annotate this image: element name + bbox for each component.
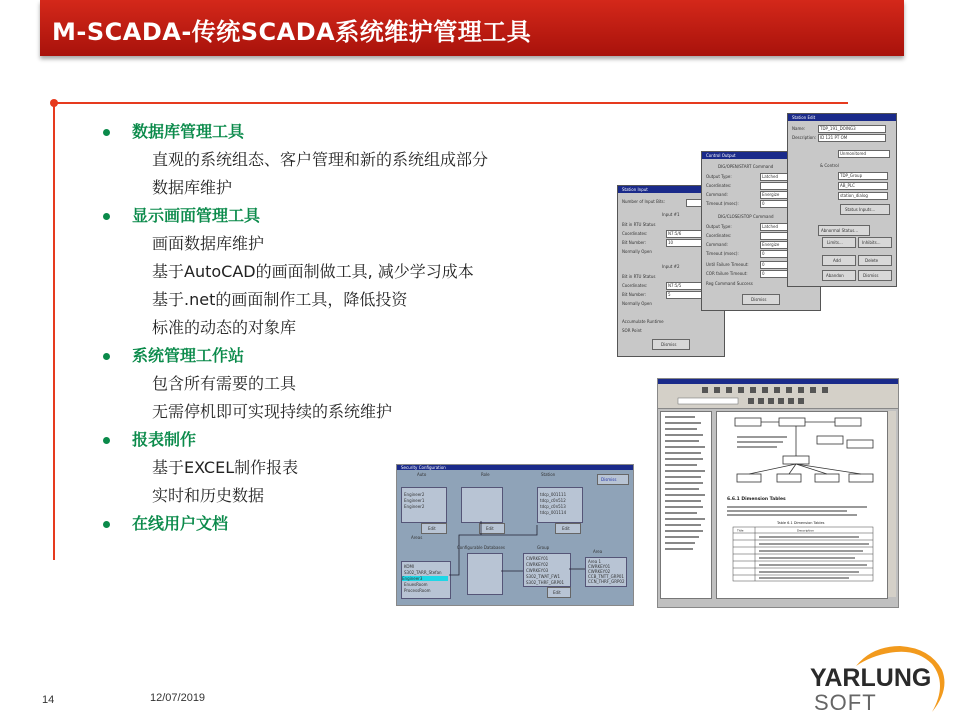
label: Coordinates: <box>622 231 648 236</box>
col-role: Role <box>481 472 490 477</box>
status-select[interactable]: station_dialog <box>838 192 888 200</box>
bullet-admin-workstation: 系统管理工作站 <box>100 342 488 370</box>
plc-select[interactable]: AB_PLC <box>838 182 888 190</box>
command-select[interactable]: Energize <box>760 241 806 249</box>
edit-button[interactable]: Edit <box>479 523 505 534</box>
inhibits-button[interactable]: Inhibits... <box>858 237 892 248</box>
sub-bullet: 包含所有需要的工具 <box>152 374 297 393</box>
label: Coordinates: <box>622 283 648 288</box>
col-description-header: Description <box>797 528 815 533</box>
auto-list[interactable]: Engineer2 Engineer1 Engineer2 <box>401 487 447 523</box>
window-titlebar <box>788 114 896 121</box>
label: Command: <box>706 242 728 247</box>
window-titlebar: Security Configuration <box>397 465 633 470</box>
scrollbar[interactable] <box>888 411 896 597</box>
bullet-database-tool: 数据库管理工具 <box>100 118 488 146</box>
accent-line-dot <box>50 99 58 107</box>
label: Timeout (msec): <box>706 201 739 206</box>
checkbox-label: Normally Open <box>622 301 652 306</box>
delete-button[interactable]: Delete <box>858 255 892 266</box>
label: Bit Number: <box>622 240 647 245</box>
failure-timeout-field[interactable]: 0 <box>760 261 806 269</box>
coordinates-field[interactable]: N7:5/6 <box>666 230 704 238</box>
station-edit-dialog <box>787 113 897 287</box>
col-station: Station <box>541 472 556 477</box>
monitor-select[interactable]: Unmonitored <box>838 150 890 158</box>
bullet-display-tool: 显示画面管理工具 <box>100 202 488 230</box>
label: Output Type: <box>706 224 732 229</box>
label: COR failure Timeout: <box>706 271 748 276</box>
sub-bullet: 基于EXCEL制作报表 <box>152 458 299 477</box>
bullet-dot <box>103 213 110 220</box>
logo-text-bottom: SOFT <box>814 690 877 715</box>
accent-horizontal-line <box>54 102 848 104</box>
connector-lines <box>397 465 633 605</box>
sub-bullet: 标准的动态的对象库 <box>152 318 297 337</box>
limits-button[interactable]: Limits... <box>822 237 856 248</box>
add-button[interactable]: Add <box>822 255 856 266</box>
bullet-online-docs: 在线用户文档 <box>100 510 488 538</box>
dismiss-button[interactable]: Dismiss <box>858 270 892 281</box>
lbl-area: Area <box>593 549 603 554</box>
window-title: Station Input <box>622 187 648 192</box>
label: Description: <box>792 135 817 140</box>
slide-date: 12/07/2019 <box>150 692 206 704</box>
bookmark-tree <box>661 412 711 598</box>
accent-vertical-line <box>53 102 55 560</box>
cor-timeout-field[interactable]: 0 <box>760 270 806 278</box>
timeout-field[interactable]: 0 <box>760 250 806 258</box>
label: Output Type: <box>706 174 732 179</box>
label: Until Failure Timeout: <box>706 262 749 267</box>
checkbox-label: SOR Point <box>622 328 642 333</box>
document-page <box>716 411 888 599</box>
edit-button[interactable]: Edit <box>421 523 447 534</box>
bookmarks-panel <box>660 411 712 599</box>
sub-bullet: 基于.net的画面制作工具，降低投资 <box>152 290 408 309</box>
area-list[interactable]: Area 1 CWRKEY01 CWRKEY02 CCB_TNTT_GRP01 CCN_THRF_GRP02 <box>585 557 627 587</box>
doc-viewer-screenshot <box>657 378 899 608</box>
bit-number-field[interactable]: 10 <box>666 239 704 247</box>
window-title: Station Edit <box>792 115 816 120</box>
group-heading: DIG/OPEN/START Command <box>718 164 774 169</box>
station-list[interactable]: tdcp_001111 tdcp_c0n512 tdcp_c0n513 tdcp_001114 <box>537 487 583 523</box>
checkbox-label: Bit in RTU Status <box>622 274 656 279</box>
lbl-group: Group <box>537 545 550 550</box>
group-select[interactable]: TDP_Group <box>838 172 888 180</box>
label: Name: <box>792 126 806 131</box>
bullet-dot <box>103 521 110 528</box>
bullet-dot <box>103 353 110 360</box>
sub-bullet: 基于AutoCAD的画面制做工具, 减少学习成本 <box>152 262 474 281</box>
checkbox-label: Accumulate Runtime <box>622 319 664 324</box>
dismiss-button[interactable]: Dismiss <box>652 339 690 350</box>
table-title: Table 6.1 Dimension Tables <box>777 521 825 525</box>
window-title: Control Output <box>706 153 736 158</box>
sub-bullet: 画面数据库维护 <box>152 234 265 253</box>
dismiss-button[interactable]: Dismiss <box>597 474 629 485</box>
sub-bullet: 直观的系统组态、客户管理和新的系统组成部分 <box>152 150 489 169</box>
output-type-select[interactable]: Latched <box>760 173 806 181</box>
coordinates-field[interactable]: N7:5/5 <box>666 282 704 290</box>
dialogs-screenshot <box>617 113 897 357</box>
group-list[interactable]: CWRKEY01 CWRKEY02 CWRKEY03 S302_TWAT_FW1 S302_THRF_GRP01 <box>523 553 571 587</box>
name-field[interactable]: TDP_191_DOING3 <box>818 125 886 133</box>
description-field[interactable]: ID 121 PT OM <box>818 134 886 142</box>
command-select[interactable]: Energize <box>760 191 806 199</box>
label: Coordinates: <box>706 183 732 188</box>
output-type-select[interactable]: Latched <box>760 223 806 231</box>
logo-text-top: YARLUNG <box>810 664 932 692</box>
abandon-button[interactable]: Abandon <box>822 270 856 281</box>
group-heading: Input #2 <box>662 264 680 269</box>
edit-button[interactable]: Edit <box>547 587 571 598</box>
col-title-header: Title <box>737 528 744 533</box>
bullet-dot <box>103 437 110 444</box>
input-bits-field[interactable] <box>686 199 702 207</box>
dismiss-button[interactable]: Dismiss <box>742 294 780 305</box>
page-number: 14 <box>42 694 55 706</box>
edit-button[interactable]: Edit <box>555 523 581 534</box>
bullet-dot <box>103 129 110 136</box>
bullet-reporting: 报表制作 <box>100 426 488 454</box>
checkbox-label: Normally Open <box>622 249 652 254</box>
areas-list[interactable]: KOMI S302_TARR_Stefan Engineer3 EnuesRoom ProcessRoom <box>401 561 451 599</box>
checkbox-label: Reg Command Success <box>706 281 753 286</box>
bit-number-field[interactable]: 5 <box>666 291 704 299</box>
label: Command: <box>706 192 728 197</box>
toolbar-icons <box>658 384 898 408</box>
status-inputs-button[interactable]: Status Inputs... <box>840 204 890 215</box>
timeout-field[interactable]: 0 <box>760 200 806 208</box>
sub-bullet: 无需停机即可实现持续的系统维护 <box>152 402 393 421</box>
config-screenshot <box>396 464 634 606</box>
lbl-areas: Areas <box>411 535 423 540</box>
checkbox-label: Bit in RTU Status <box>622 222 656 227</box>
label: Timeout (msec): <box>706 251 739 256</box>
label: Coordinates: <box>706 233 732 238</box>
toolbar <box>658 384 898 409</box>
col-auto: Auto <box>417 472 427 477</box>
lbl-configurable-databases: Configurable Databases <box>457 545 506 550</box>
label: Number of Input Bits: <box>622 199 665 204</box>
slide-title: M-SCADA-传统SCADA系统维护管理工具 <box>52 18 532 46</box>
group-heading: DIG/CLOSE/STOP Command <box>718 214 774 219</box>
document-diagram <box>717 412 887 598</box>
slide-title-bar <box>40 0 904 56</box>
label: Bit Number: <box>622 292 647 297</box>
section-title: 6.6.1 Dimension Tables <box>727 497 786 502</box>
abnormal-status-button[interactable]: Abnormal Status... <box>818 225 870 236</box>
sub-bullet: 实时和历史数据 <box>152 486 265 505</box>
group-heading: Input #1 <box>662 212 680 217</box>
sub-bullet: 数据库维护 <box>152 178 233 197</box>
label: & Control <box>820 163 839 168</box>
